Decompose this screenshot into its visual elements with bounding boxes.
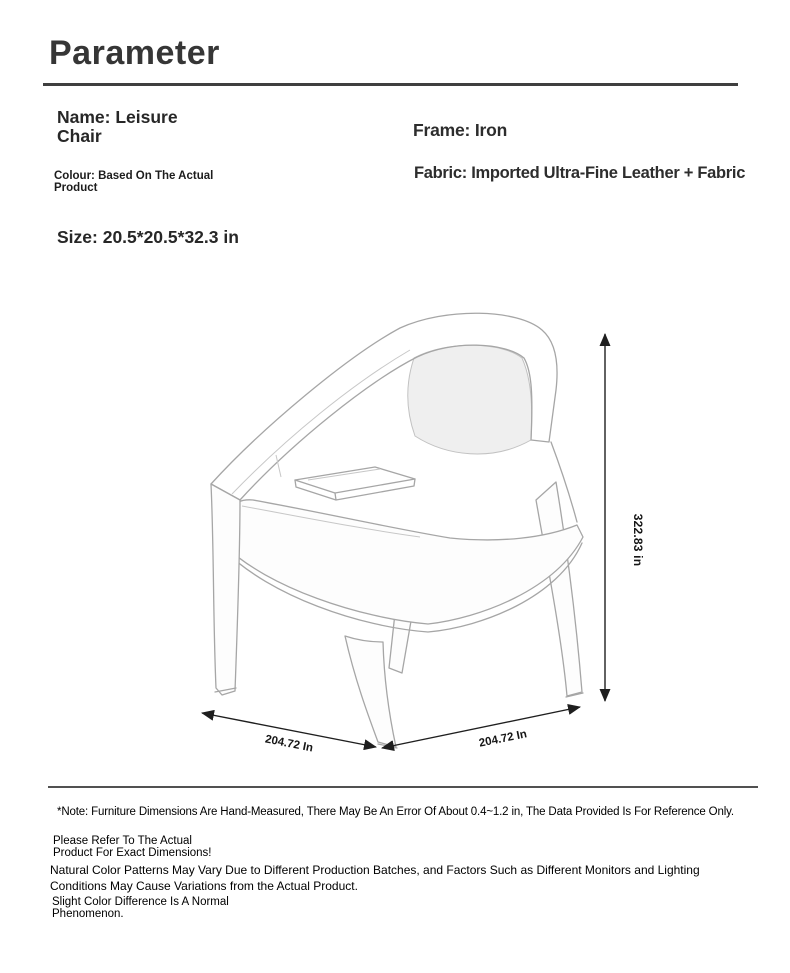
spec-size: Size: 20.5*20.5*32.3 in (57, 227, 239, 247)
chair-back-cushion (408, 345, 532, 454)
chair-front-left-leg (211, 484, 240, 695)
spec-frame: Frame: Iron (413, 120, 508, 140)
chair-seat (224, 500, 583, 632)
title-underline (43, 83, 738, 86)
chair-front-center-leg (345, 636, 397, 748)
chair-sketch-svg (0, 300, 790, 780)
footer-divider (48, 786, 758, 788)
spec-colour: Colour: Based On The Actual Product (54, 170, 214, 194)
depth-dimension-label: 204.72 In (264, 733, 314, 755)
book-on-seat (295, 467, 415, 500)
note-color-patterns: Natural Color Patterns May Vary Due to Different Production Batches, and Factors Such as Different Monitors and Lighting Conditions May Cause Variations from the Actual Product. (50, 863, 700, 893)
page-title: Parameter (49, 34, 220, 72)
note-color-difference: Slight Color Difference Is A Normal Phenomenon. (52, 896, 229, 921)
note-refer-actual: Please Refer To The Actual Product For Exact Dimensions! (53, 835, 212, 859)
width-dimension-label: 204.72 In (477, 728, 529, 750)
spec-fabric: Fabric: Imported Ultra-Fine Leather + Fabric (414, 164, 746, 182)
note-measurement-error: *Note: Furniture Dimensions Are Hand-Measured, There May Be An Error Of About 0.4~1.2 in, The Data Provided Is For Reference Only. (57, 806, 734, 818)
spec-name: Name: Leisure Chair (57, 107, 178, 147)
height-dimension-label: 322.83 in (631, 513, 645, 567)
chair-dimension-diagram (0, 300, 790, 780)
